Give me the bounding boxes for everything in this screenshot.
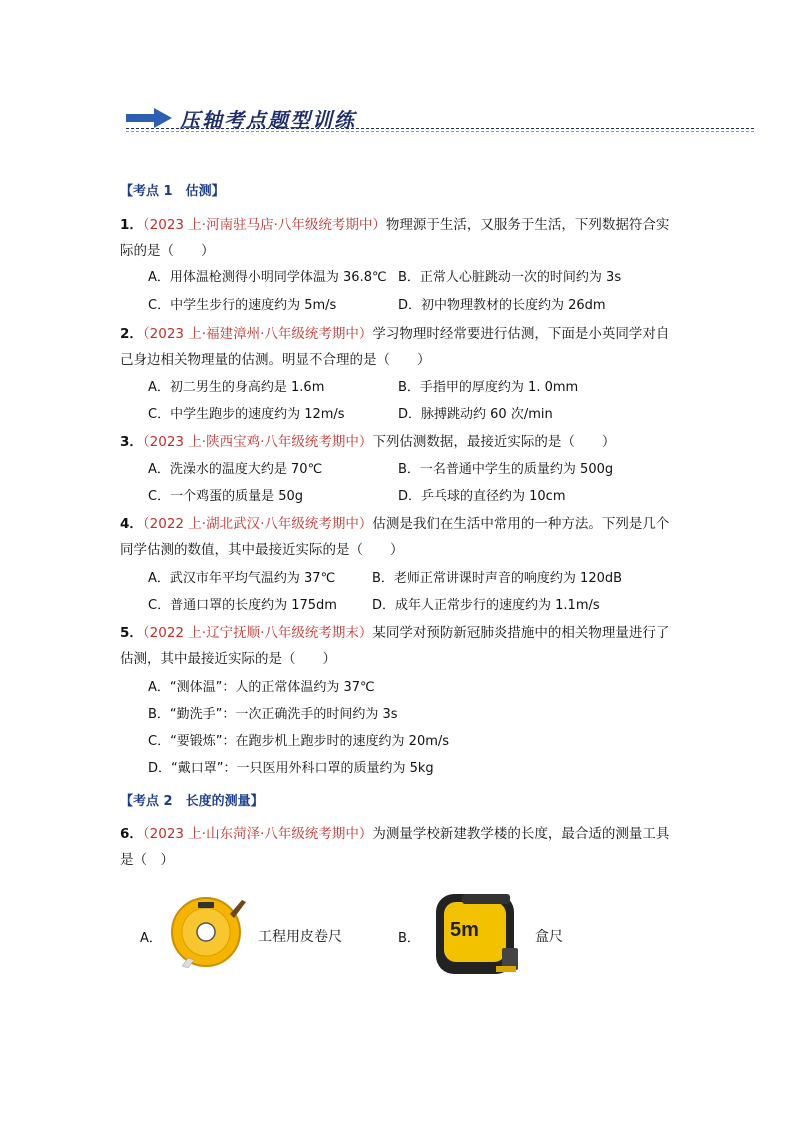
banner-rule-secondary bbox=[126, 131, 754, 132]
question-5 bbox=[120, 620, 680, 672]
question-stem-cont: 估测，其中最接近实际的是（ ） bbox=[120, 651, 336, 667]
question-source: （2023 上·河南驻马店·八年级统考期中） bbox=[142, 217, 386, 233]
question-stem-cont: 己身边相关物理量的估测。明显不合理的是（ ） bbox=[120, 352, 431, 368]
option-b-letter: B． bbox=[398, 931, 420, 946]
option-d: D．脉搏跳动约 60 次/min bbox=[398, 407, 553, 422]
question-1 bbox=[120, 212, 680, 264]
question-number: 5． bbox=[120, 625, 143, 641]
question-stem: 某同学对预防新冠肺炎措施中的相关物理量进行了 bbox=[372, 625, 670, 641]
option-b: B．正常人心脏跳动一次的时间约为 3s bbox=[398, 270, 622, 285]
banner-title: 压轴考点题型训练 bbox=[180, 108, 356, 132]
question-stem: 为测量学校新建教学楼的长度，最合适的测量工具 bbox=[372, 826, 670, 842]
option-d: D．“戴口罩”：一只医用外科口罩的质量约为 5kg bbox=[148, 761, 434, 776]
arrow-right-icon bbox=[126, 108, 172, 128]
question-source: （2023 上·福建漳州·八年级统考期中） bbox=[142, 326, 373, 342]
option-a: A．武汉市年平均气温约为 37℃ bbox=[148, 571, 336, 586]
option-c: C．“要锻炼”：在跑步机上跑步时的速度约为 20m/s bbox=[148, 734, 450, 749]
option-a: A．用体温枪测得小明同学体温为 36.8℃ bbox=[148, 270, 387, 285]
option-c: C．一个鸡蛋的质量是 50g bbox=[148, 489, 304, 504]
question-number: 4． bbox=[120, 516, 143, 532]
question-stem-cont: 是（ ） bbox=[120, 852, 174, 868]
tape-size-mark: 5m bbox=[450, 919, 479, 941]
section-banner bbox=[126, 100, 754, 136]
question-number: 3． bbox=[120, 434, 143, 450]
question-3 bbox=[120, 429, 680, 455]
banner-rule bbox=[126, 128, 754, 129]
question-source: （2023 上·陕西宝鸡·八年级统考期中） bbox=[142, 434, 373, 450]
option-b: B．“勤洗手”：一次正确洗手的时间约为 3s bbox=[148, 707, 398, 722]
question-source: （2022 上·湖北武汉·八年级统考期中） bbox=[142, 516, 373, 532]
question-stem: 物理源于生活，又服务于生活，下列数据符合实 bbox=[385, 217, 670, 233]
section-heading: 【考点 1 估测】 bbox=[120, 184, 225, 199]
option-c: C．中学生跑步的速度约为 12m/s bbox=[148, 407, 345, 422]
section-heading: 【考点 2 长度的测量】 bbox=[120, 794, 264, 809]
option-b: B．一名普通中学生的质量约为 500g bbox=[398, 462, 614, 477]
question-source: （2022 上·辽宁抚顺·八年级统考期末） bbox=[142, 625, 373, 641]
option-b: B．手指甲的厚度约为 1. 0mm bbox=[398, 380, 579, 395]
question-stem: 下列估测数据，最接近实际的是（ ） bbox=[372, 434, 616, 450]
option-d: D．初中物理教材的长度约为 26dm bbox=[398, 298, 606, 313]
question-6 bbox=[120, 821, 680, 873]
question-stem: 估测是我们在生活中常用的一种方法。下列是几个 bbox=[372, 516, 670, 532]
question-source: （2023 上·山东菏泽·八年级统考期中） bbox=[142, 826, 373, 842]
option-c: C．普通口罩的长度约为 175dm bbox=[148, 598, 337, 613]
question-stem-cont: 同学估测的数值，其中最接近实际的是（ ） bbox=[120, 542, 404, 558]
option-d: D．成年人正常步行的速度约为 1.1m/s bbox=[372, 598, 600, 613]
option-a: A．初二男生的身高约是 1.6m bbox=[148, 380, 325, 395]
question-number: 2． bbox=[120, 326, 143, 342]
tape-measure-image bbox=[432, 888, 522, 980]
option-a-label: 工程用皮卷尺 bbox=[258, 929, 342, 945]
option-c: C．中学生步行的速度约为 5m/s bbox=[148, 298, 337, 313]
option-d: D．乒乓球的直径约为 10cm bbox=[398, 489, 566, 504]
option-a-letter: A． bbox=[140, 931, 162, 946]
question-number: 6． bbox=[120, 826, 143, 842]
option-b: B．老师正常讲课时声音的响度约为 120dB bbox=[372, 571, 623, 586]
tape-reel-image bbox=[168, 892, 248, 972]
question-stem-cont: 际的是（ ） bbox=[120, 243, 215, 259]
option-b-label: 盒尺 bbox=[535, 929, 563, 945]
question-4 bbox=[120, 511, 680, 563]
option-a: A．“测体温”：人的正常体温约为 37℃ bbox=[148, 680, 375, 695]
option-a: A．洗澡水的温度大约是 70℃ bbox=[148, 462, 323, 477]
question-number: 1． bbox=[120, 217, 143, 233]
question-2 bbox=[120, 321, 680, 373]
question-stem: 学习物理时经常要进行估测，下面是小英同学对自 bbox=[372, 326, 670, 342]
